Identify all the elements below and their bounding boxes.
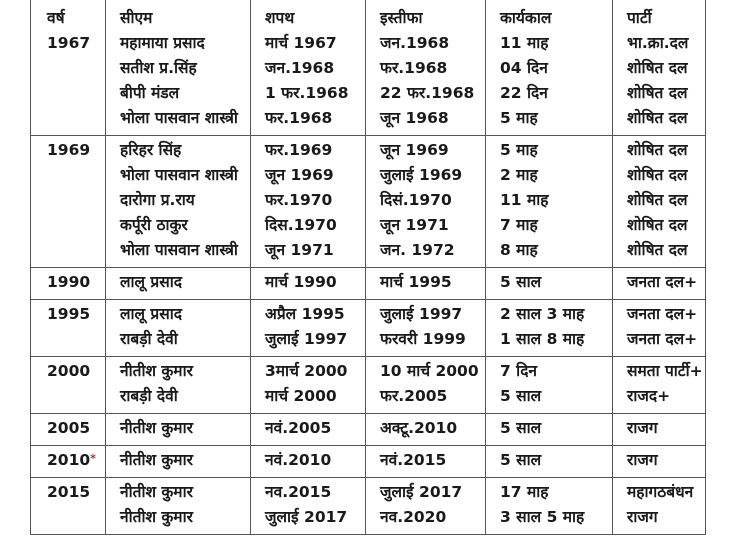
tenure: 5 साल	[500, 273, 542, 291]
header-tenure: कार्यकाल	[500, 9, 552, 27]
cm-name: भोला पासवान शास्त्री	[120, 109, 238, 127]
tenure-cell	[486, 0, 613, 136]
cm-name: महामाया प्रसाद	[120, 34, 205, 52]
oath-date: जुलाई 1997	[265, 330, 348, 348]
resign-date: नवं.2015	[380, 451, 447, 469]
party-cell	[613, 300, 706, 357]
table-row-group	[31, 300, 706, 357]
party: शोषित दल	[627, 216, 688, 234]
table-row-group	[31, 0, 706, 136]
tenure-cell	[486, 446, 613, 478]
year: 1969	[47, 141, 91, 159]
party-cell	[613, 478, 706, 535]
tenure-cell	[486, 136, 613, 268]
resign-date: जुलाई 1997	[380, 305, 463, 323]
tenure: 5 माह	[500, 141, 538, 159]
tenure: 8 माह	[500, 241, 538, 259]
year: 1990	[47, 273, 91, 291]
tenure: 11 माह	[500, 34, 549, 52]
oath-date: जुलाई 2017	[265, 508, 348, 526]
bihar-cm-table	[30, 0, 706, 535]
cm-name-cell	[106, 300, 251, 357]
cm-name-cell	[106, 268, 251, 300]
table-row-group	[31, 136, 706, 268]
party-cell	[613, 446, 706, 478]
oath-date-cell	[251, 300, 366, 357]
party: शोषित दल	[627, 141, 688, 159]
tenure: 1 साल 8 माह	[500, 330, 585, 348]
resign-date: दिसं.1970	[380, 191, 452, 209]
oath-date-cell	[251, 0, 366, 136]
party: जनता दल+	[627, 273, 698, 291]
resign-date: 22 फर.1968	[380, 84, 475, 102]
year: 2010*	[47, 451, 96, 469]
oath-date: नवं.2005	[265, 419, 332, 437]
tenure: 7 माह	[500, 216, 538, 234]
resign-date-cell	[366, 414, 486, 446]
cm-name: नीतीश कुमार	[120, 362, 193, 380]
tenure: 04 दिन	[500, 59, 548, 77]
party: शोषित दल	[627, 166, 688, 184]
cm-name: लालू प्रसाद	[120, 305, 182, 323]
cm-name: बीपी मंडल	[120, 84, 180, 102]
cm-name: दारोगा प्र.राय	[120, 191, 195, 209]
party: शोषित दल	[627, 84, 688, 102]
party: जनता दल+	[627, 330, 698, 348]
oath-date: फर.1970	[265, 191, 333, 209]
cm-name: कर्पूरी ठाकुर	[120, 216, 188, 234]
oath-date-cell	[251, 446, 366, 478]
resign-date: जन.1968	[380, 34, 450, 52]
asterisk-mark: *	[90, 452, 96, 465]
year: 1995	[47, 305, 91, 323]
resign-date-cell	[366, 268, 486, 300]
oath-date: अप्रैल 1995	[265, 305, 345, 323]
resign-date: जून 1969	[380, 141, 449, 159]
resign-date: नव.2020	[380, 508, 447, 526]
cm-name-cell	[106, 357, 251, 414]
party: समता पार्टी+	[627, 362, 703, 380]
party-cell	[613, 136, 706, 268]
resign-date-cell	[366, 478, 486, 535]
resign-date: फर.2005	[380, 387, 448, 405]
tenure: 17 माह	[500, 483, 549, 501]
party: भा.क्रा.दल	[627, 34, 689, 52]
party: शोषित दल	[627, 109, 688, 127]
resign-date: जन. 1972	[380, 241, 455, 259]
oath-date: जून 1969	[265, 166, 334, 184]
party: जनता दल+	[627, 305, 698, 323]
year-cell	[31, 357, 106, 414]
tenure-cell	[486, 357, 613, 414]
tenure: 5 साल	[500, 451, 542, 469]
resign-date: फरवरी 1999	[380, 330, 466, 348]
party: राजग	[627, 508, 658, 526]
table-row-group	[31, 414, 706, 446]
tenure-cell	[486, 414, 613, 446]
year-cell	[31, 414, 106, 446]
resign-date: 10 मार्च 2000	[380, 362, 479, 380]
table-body	[31, 0, 706, 535]
resign-date: जून 1968	[380, 109, 449, 127]
resign-date: जुलाई 2017	[380, 483, 463, 501]
oath-date-cell	[251, 268, 366, 300]
cm-name: हरिहर सिंह	[120, 141, 182, 159]
cm-name: नीतीश कुमार	[120, 508, 193, 526]
party: राजग	[627, 451, 658, 469]
tenure: 3 साल 5 माह	[500, 508, 585, 526]
resign-date: मार्च 1995	[380, 273, 452, 291]
party-cell	[613, 357, 706, 414]
tenure: 2 माह	[500, 166, 538, 184]
resign-date-cell	[366, 136, 486, 268]
resign-date-cell	[366, 0, 486, 136]
year-cell	[31, 268, 106, 300]
oath-date-cell	[251, 414, 366, 446]
oath-date: जन.1968	[265, 59, 335, 77]
table-row-group	[31, 446, 706, 478]
year-cell	[31, 446, 106, 478]
year: 2005	[47, 419, 91, 437]
oath-date: मार्च 1990	[265, 273, 337, 291]
cm-name-cell	[106, 414, 251, 446]
oath-date-cell	[251, 478, 366, 535]
oath-date-cell	[251, 357, 366, 414]
party: शोषित दल	[627, 241, 688, 259]
table-row-group	[31, 268, 706, 300]
oath-date: नवं.2010	[265, 451, 332, 469]
header-year: वर्ष	[47, 9, 65, 27]
oath-date: फर.1968	[265, 109, 333, 127]
party: शोषित दल	[627, 191, 688, 209]
tenure: 22 दिन	[500, 84, 548, 102]
year-cell	[31, 0, 106, 136]
cm-name-cell	[106, 446, 251, 478]
cm-name: राबड़ी देवी	[120, 387, 178, 405]
oath-date: दिस.1970	[265, 216, 337, 234]
oath-date: जून 1971	[265, 241, 334, 259]
resign-date: जून 1971	[380, 216, 449, 234]
oath-date: मार्च 2000	[265, 387, 337, 405]
cm-name: भोला पासवान शास्त्री	[120, 166, 238, 184]
tenure: 11 माह	[500, 191, 549, 209]
oath-date-cell	[251, 136, 366, 268]
resign-date: फर.1968	[380, 59, 448, 77]
oath-date: 3मार्च 2000	[265, 362, 348, 380]
year: 1967	[47, 34, 91, 52]
table-row-group	[31, 357, 706, 414]
resign-date-cell	[366, 357, 486, 414]
cm-name: सतीश प्र.सिंह	[120, 59, 197, 77]
tenure: 5 साल	[500, 419, 542, 437]
year: 2000	[47, 362, 91, 380]
resign-date: जुलाई 1969	[380, 166, 463, 184]
tenure-cell	[486, 300, 613, 357]
tenure: 5 साल	[500, 387, 542, 405]
party-cell	[613, 414, 706, 446]
year-cell	[31, 300, 106, 357]
cm-name: लालू प्रसाद	[120, 273, 182, 291]
year-cell	[31, 478, 106, 535]
cm-name-cell	[106, 136, 251, 268]
table-row-group	[31, 478, 706, 535]
party-cell	[613, 0, 706, 136]
header-party: पार्टी	[627, 9, 652, 27]
header-resign-date: इस्तीफा	[380, 9, 423, 27]
header-cm-name: सीएम	[120, 9, 153, 27]
tenure-cell	[486, 478, 613, 535]
cm-name-cell	[106, 0, 251, 136]
cm-name: नीतीश कुमार	[120, 483, 193, 501]
party: राजद+	[627, 387, 671, 405]
year: 2015	[47, 483, 91, 501]
cm-name: नीतीश कुमार	[120, 451, 193, 469]
resign-date: अक्टू.2010	[380, 419, 458, 437]
tenure-cell	[486, 268, 613, 300]
cm-name: नीतीश कुमार	[120, 419, 193, 437]
party-cell	[613, 268, 706, 300]
cm-name-cell	[106, 478, 251, 535]
resign-date-cell	[366, 446, 486, 478]
oath-date: 1 फर.1968	[265, 84, 349, 102]
party: महागठबंधन	[627, 483, 694, 501]
oath-date: मार्च 1967	[265, 34, 337, 52]
party: राजग	[627, 419, 658, 437]
cm-name: राबड़ी देवी	[120, 330, 178, 348]
resign-date-cell	[366, 300, 486, 357]
year-cell	[31, 136, 106, 268]
tenure: 2 साल 3 माह	[500, 305, 585, 323]
oath-date: फर.1969	[265, 141, 333, 159]
tenure: 7 दिन	[500, 362, 538, 380]
tenure: 5 माह	[500, 109, 538, 127]
header-oath-date: शपथ	[265, 9, 295, 27]
party: शोषित दल	[627, 59, 688, 77]
cm-name: भोला पासवान शास्त्री	[120, 241, 238, 259]
oath-date: नव.2015	[265, 483, 332, 501]
